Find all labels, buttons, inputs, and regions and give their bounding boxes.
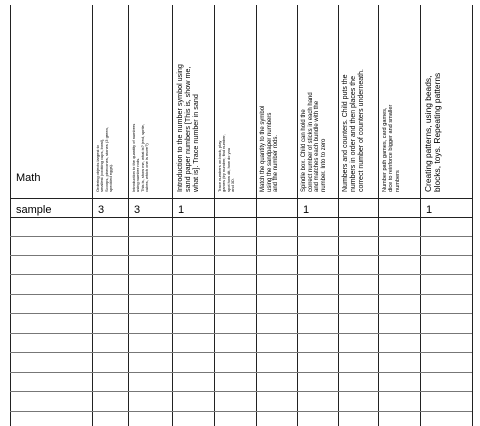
column-divider [214, 5, 215, 426]
row-divider [10, 391, 472, 392]
row-divider [10, 236, 472, 237]
row-divider [10, 313, 472, 314]
row-divider [10, 372, 472, 373]
column-header-line: dice to reinforce bigger and smaller [388, 104, 395, 192]
table-cell: 3 [134, 204, 141, 216]
row-divider [10, 217, 472, 218]
column-header [218, 13, 236, 192]
column-divider [297, 5, 298, 426]
column-header-line: sand paper numbers [This is, show me, [183, 66, 193, 192]
row-divider [10, 255, 472, 256]
column-header [260, 13, 280, 192]
column-header-line: Trace numbers on back, play [217, 140, 222, 192]
column-header [176, 13, 200, 192]
row-divider [10, 411, 472, 412]
column-divider [256, 5, 257, 426]
column-header-line: Numbers and counters. Child puts the [342, 74, 349, 192]
table-cell: 1 [426, 204, 433, 216]
column-header [382, 13, 401, 192]
column-header-line: using number rods. [135, 157, 141, 192]
column-divider [420, 5, 421, 426]
column-header-line: numbers in order and then places the [349, 76, 357, 192]
column-divider [172, 5, 173, 426]
column-header [424, 13, 443, 192]
row-label: sample [16, 204, 52, 216]
row-divider [10, 352, 472, 353]
column-divider [378, 5, 379, 426]
row-divider [10, 294, 472, 295]
row-divider [10, 198, 472, 199]
column-header-line: and the number rods. [273, 134, 280, 192]
column-header-line: speckled eggs). [108, 163, 114, 192]
column-header-line: Number path games, card games, [382, 107, 388, 192]
table-cell: 1 [303, 204, 310, 216]
column-header-line: Introduction to the quantity of numbers [131, 123, 136, 192]
column-divider [472, 5, 473, 426]
column-header-line: and 3D. [230, 177, 236, 192]
subject-label: Math [16, 172, 41, 184]
column-header-line: Ordering objects largest to [95, 145, 100, 192]
column-header-line: Scoops, pinecones, stones (3 green, [103, 127, 109, 192]
column-header-line: Creating patterns, using beads, [423, 75, 433, 192]
column-header-line: smallest (cooking cups, bowl), [99, 138, 105, 192]
table-cell: 1 [178, 204, 185, 216]
column-header-line: spot how dit, how do you [225, 147, 231, 192]
column-header-line: correct number of counters underneath. [357, 69, 365, 192]
column-header-line: cubes, which one is more?) [144, 143, 150, 192]
column-divider [10, 5, 11, 426]
column-header-line: blocks, toys. Repeating patterns [432, 72, 443, 192]
column-header-line: Spindle box. Child can hold the [301, 109, 307, 192]
row-divider [10, 333, 472, 334]
column-header-line: games (try number, find number, [221, 134, 227, 192]
column-header-line: This is, show me, what is? (red, sprite, [139, 123, 145, 192]
column-header-line: number. Into to zero [321, 138, 328, 192]
column-header-line: and matches each bundle with the [314, 100, 321, 192]
column-header-line: correct number of sticks in each hand [307, 92, 314, 192]
column-header [132, 13, 150, 192]
column-header-line: using the sandpaper numbers [266, 112, 273, 192]
column-divider [338, 5, 339, 426]
table-cell: 3 [98, 204, 105, 216]
column-divider [128, 5, 129, 426]
column-header [342, 13, 365, 192]
row-divider [10, 274, 472, 275]
column-divider [92, 5, 93, 426]
column-header-line: Match the quantity to the symbol [260, 105, 266, 192]
column-header-line: what is]. Trace number in sand [191, 94, 201, 192]
column-header [301, 13, 328, 192]
column-header-line: Introduction to the number symbol using [175, 64, 184, 192]
column-header [96, 13, 114, 192]
column-header-line: numbers [394, 170, 401, 192]
